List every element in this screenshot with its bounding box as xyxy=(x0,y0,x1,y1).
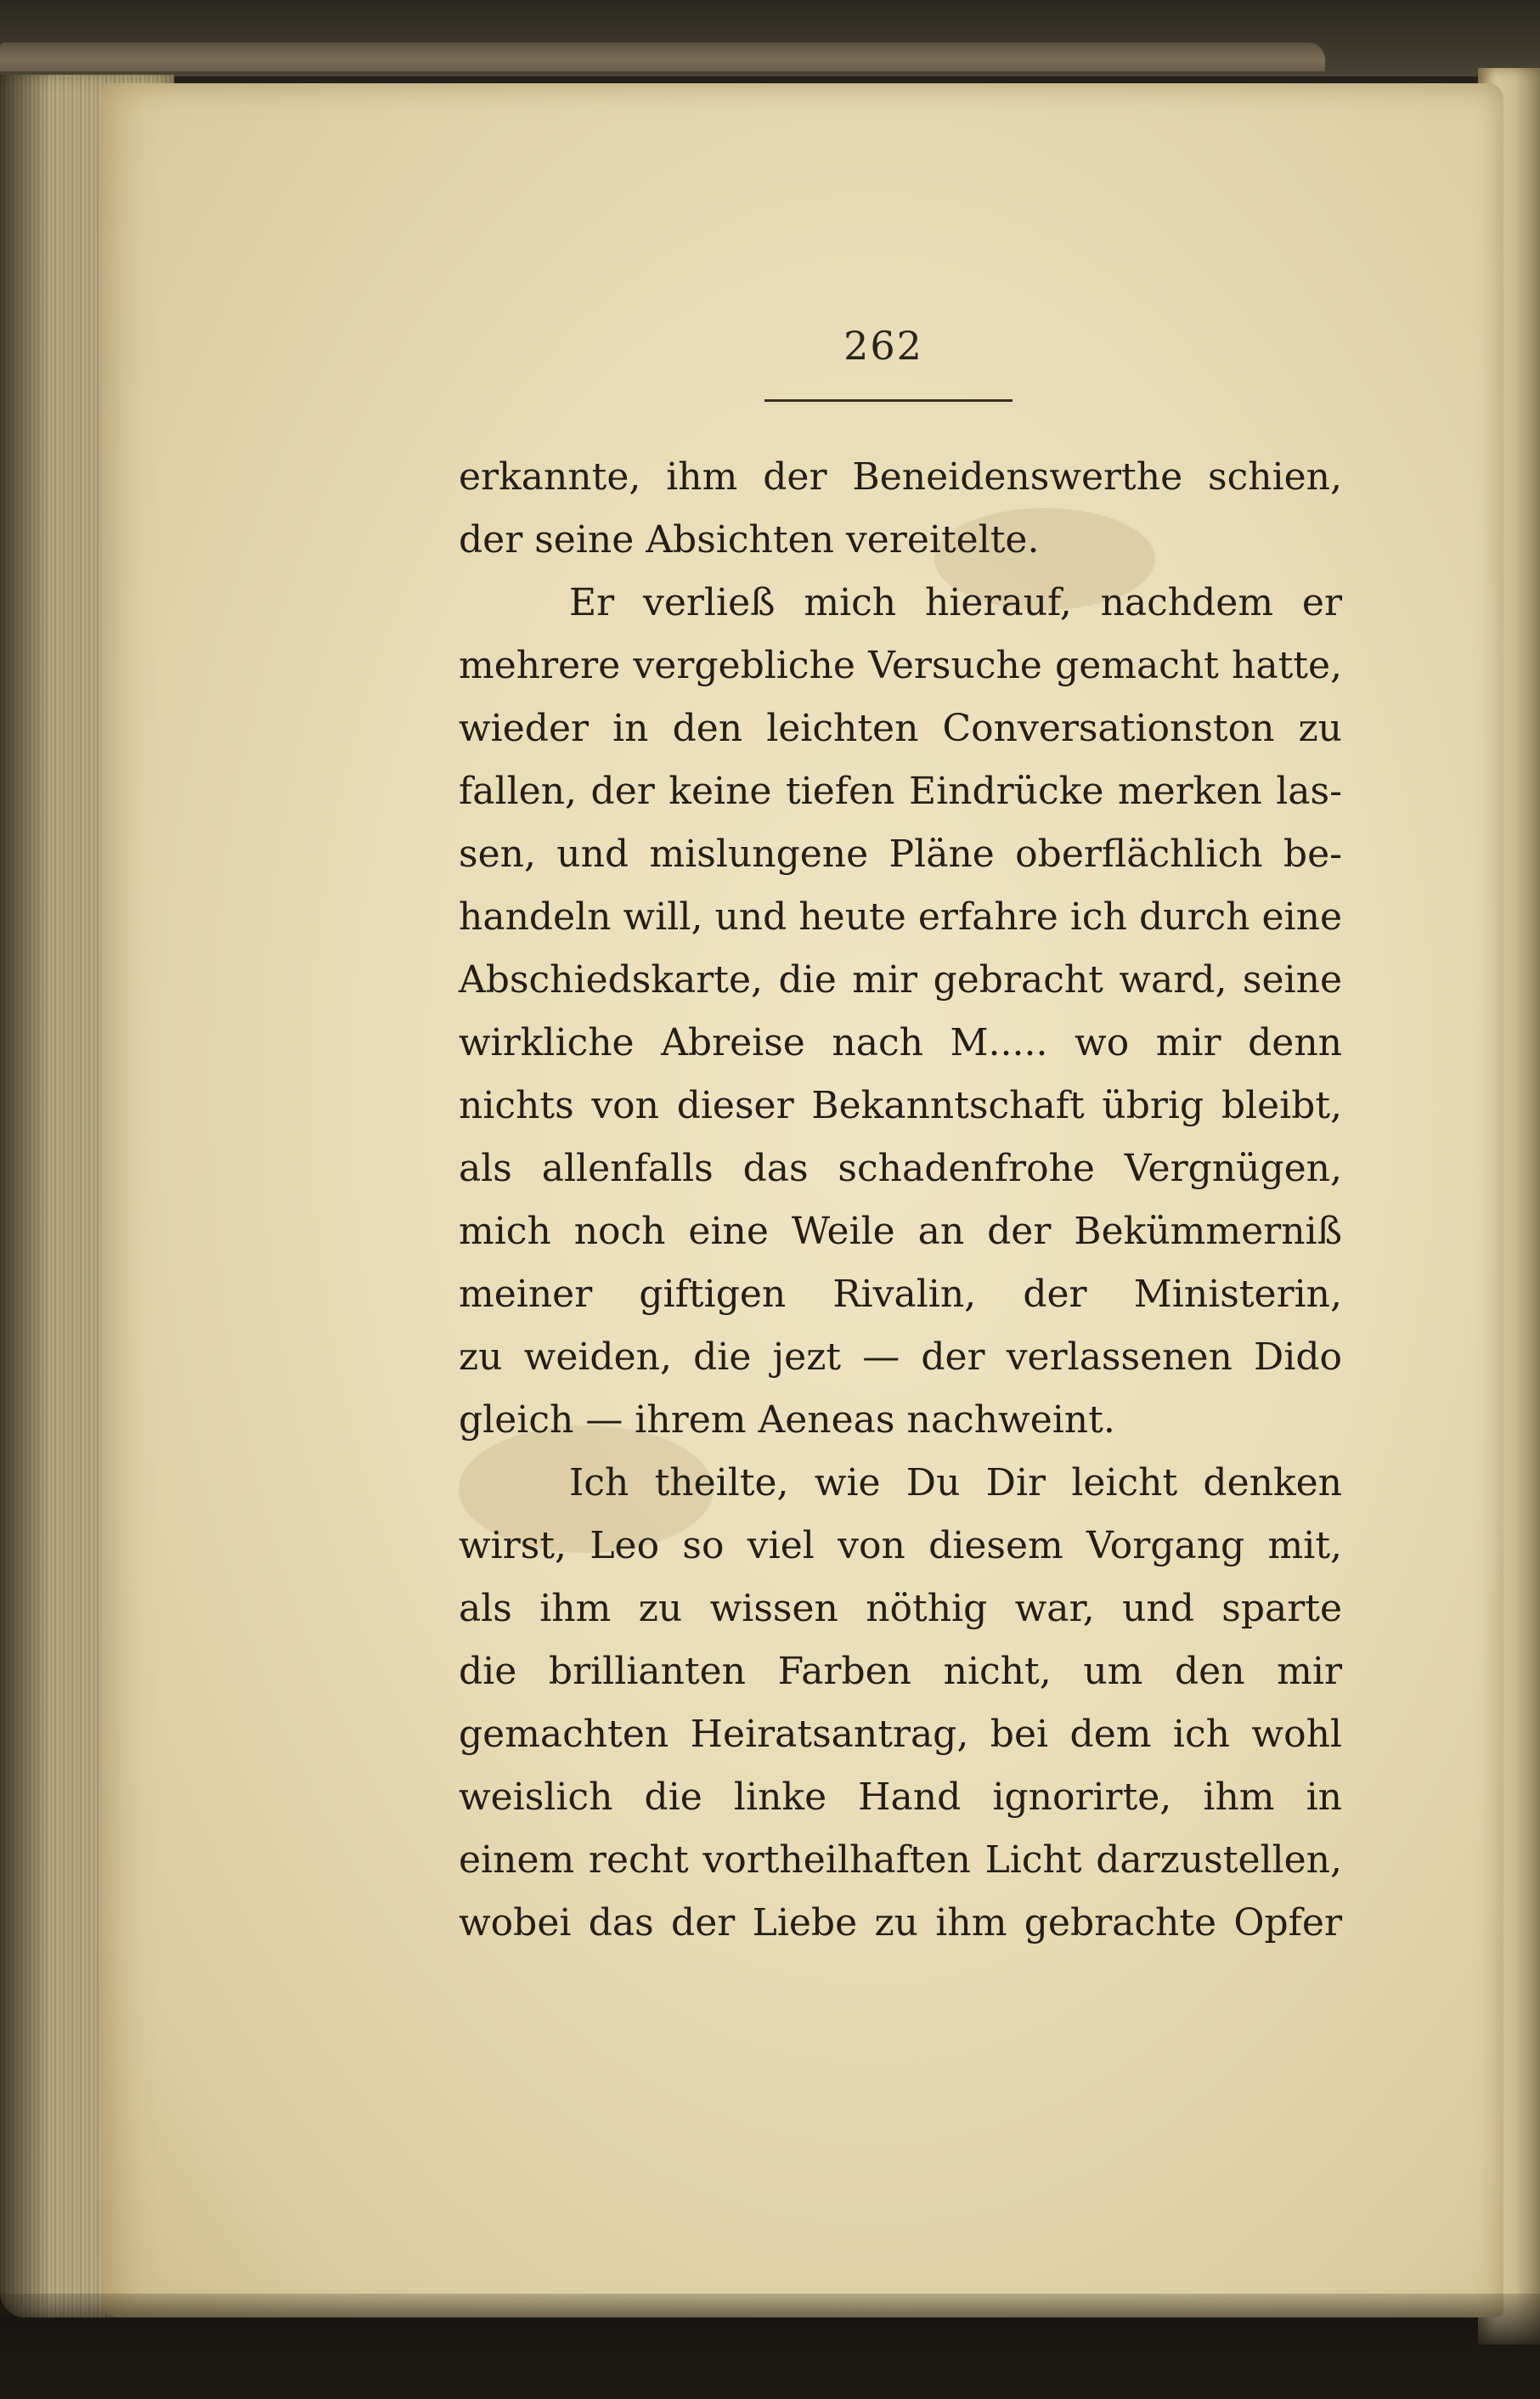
text-line: fallen, der keine tiefen Eindrücke merken las- xyxy=(459,770,1342,813)
text-line: mehrere vergebliche Versuche gemacht hatte, xyxy=(459,644,1342,687)
text-line: erkannte, ihm der Beneidenswerthe schien, xyxy=(459,455,1342,499)
text-line: Er verließ mich hierauf, nachdem er xyxy=(569,581,1342,624)
book-cover-edge xyxy=(0,42,1325,71)
text-line: handeln will, und heute erfahre ich durch eine xyxy=(459,895,1342,939)
text-line: sen, und mislungene Pläne oberflächlich be- xyxy=(459,833,1342,876)
text-line: als allenfalls das schadenfrohe Vergnügen, xyxy=(459,1147,1342,1190)
text-line: Abschiedskarte, die mir gebracht ward, seine xyxy=(459,958,1342,1002)
text-line: Ich theilte, wie Du Dir leicht denken xyxy=(569,1461,1342,1504)
text-line: wirst, Leo so viel von diesem Vorgang mit, xyxy=(459,1524,1342,1567)
bottom-shadow xyxy=(0,2294,1540,2399)
text-line: gleich — ihrem Aeneas nachweint. xyxy=(459,1398,1115,1442)
text-line: zu weiden, die jezt — der verlassenen Dido xyxy=(459,1335,1342,1379)
text-line: die brillianten Farben nicht, um den mir xyxy=(459,1650,1342,1693)
text-line: als ihm zu wissen nöthig war, und sparte xyxy=(459,1587,1342,1630)
text-line: wobei das der Liebe zu ihm gebrachte Opfer xyxy=(459,1901,1342,1945)
text-line: gemachten Heiratsantrag, bei dem ich wohl xyxy=(459,1713,1342,1756)
text-line: weislich die linke Hand ignorirte, ihm in xyxy=(459,1775,1342,1819)
page-text xyxy=(459,446,1342,1955)
page-number-rule xyxy=(764,399,1013,402)
text-line: wirkliche Abreise nach M..... wo mir denn xyxy=(459,1021,1342,1064)
text-line: meiner giftigen Rivalin, der Ministerin, xyxy=(459,1273,1342,1316)
text-line: einem recht vortheilhaften Licht darzustellen, xyxy=(459,1838,1342,1882)
page-edges-shadow xyxy=(0,75,51,2317)
text-line: wieder in den leichten Conversationston zu xyxy=(459,707,1342,750)
text-line: der seine Absichten vereitelte. xyxy=(459,518,1040,562)
text-line: mich noch eine Weile an der Bekümmerniß xyxy=(459,1210,1342,1253)
page-number: 262 xyxy=(843,323,923,369)
text-line: nichts von dieser Bekanntschaft übrig bleibt, xyxy=(459,1084,1342,1127)
